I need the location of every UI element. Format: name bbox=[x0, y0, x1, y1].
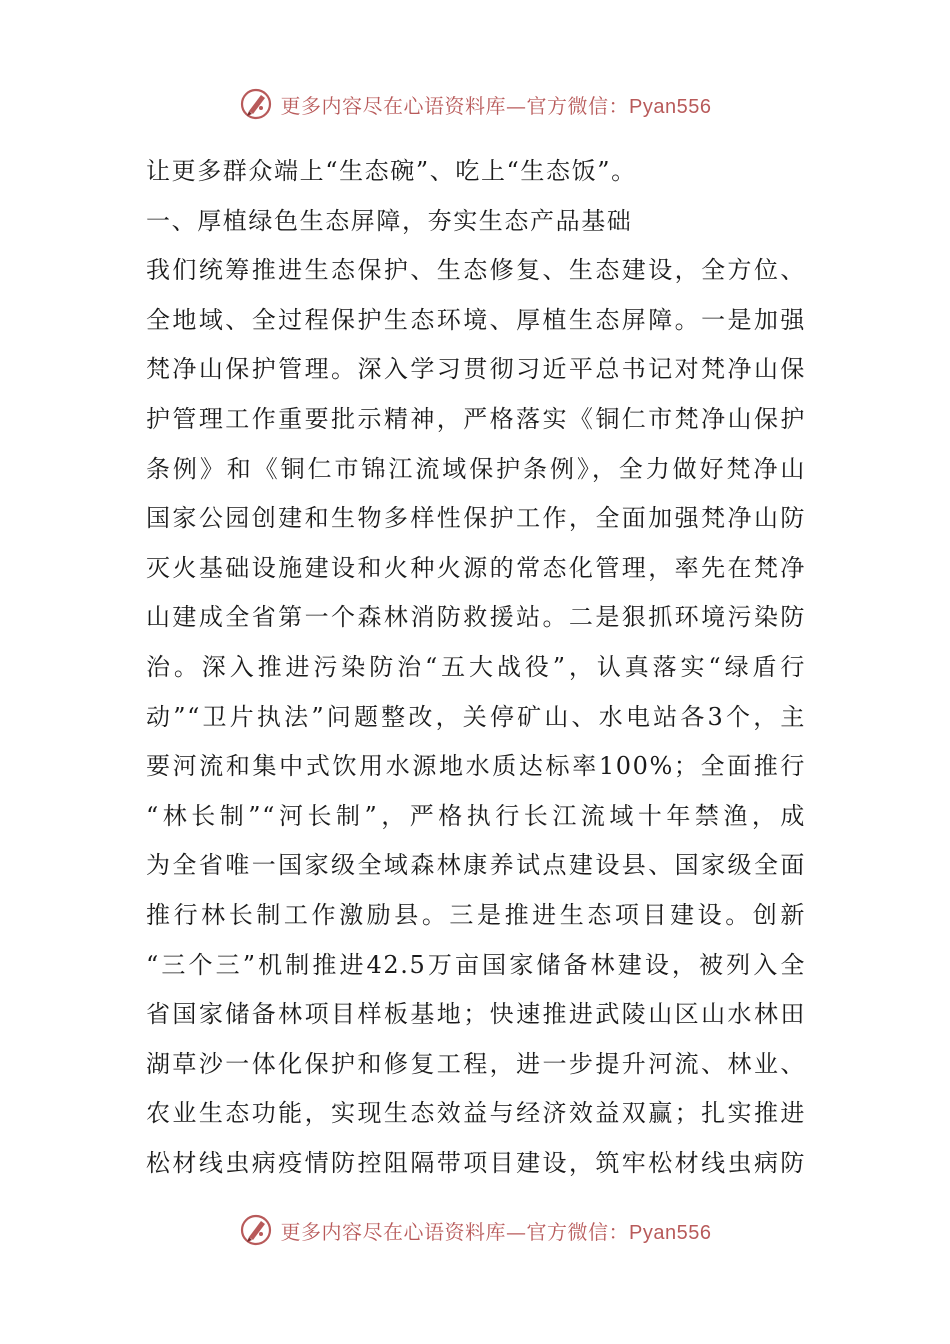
header-banner-text: 更多内容尽在心语资料库—官方微信：Pyan556 bbox=[280, 93, 712, 118]
body-line: 让更多群众端上“生态碗”、吃上“生态饭”。 bbox=[146, 157, 637, 185]
body-line: 湖草沙一体化保护和修复工程，进一步提升河流、林业、 bbox=[146, 1049, 806, 1078]
body-line: 推行林长制工作激励县。三是推进生态项目建设。创新 bbox=[146, 900, 806, 929]
footer-banner bbox=[0, 1208, 950, 1252]
body-line: 动”“卫片执法”问题整改，关停矿山、水电站各3个，主 bbox=[146, 702, 806, 731]
body-line: 护管理工作重要批示精神，严格落实《铜仁市梵净山保护 bbox=[146, 404, 806, 433]
pen-seal-logo-icon bbox=[239, 87, 273, 121]
header-banner bbox=[0, 82, 950, 126]
body-line: 条例》和《铜仁市锦江流域保护条例》，全力做好梵净山 bbox=[146, 454, 806, 483]
body-line: 国家公园创建和生物多样性保护工作，全面加强梵净山防 bbox=[146, 504, 806, 533]
body-line: “三个三”机制推进42.5万亩国家储备林建设，被列入全 bbox=[146, 950, 806, 979]
body-line: 全地域、全过程保护生态环境、厚植生态屏障。一是加强 bbox=[146, 305, 806, 334]
document-body bbox=[146, 147, 806, 1188]
body-line: 山建成全省第一个森林消防救援站。二是狠抓环境污染防 bbox=[146, 603, 806, 632]
body-line: 灭火基础设施建设和火种火源的常态化管理，率先在梵净 bbox=[146, 553, 806, 582]
body-line: “林长制”“河长制”，严格执行长江流域十年禁渔，成 bbox=[146, 801, 806, 830]
body-line: 要河流和集中式饮用水源地水质达标率100%；全面推行 bbox=[146, 752, 806, 781]
body-line: 省国家储备林项目样板基地；快速推进武陵山区山水林田 bbox=[146, 1000, 806, 1029]
section-heading: 一、厚植绿色生态屏障，夯实生态产品基础 bbox=[146, 206, 633, 235]
body-line: 松材线虫病疫情防控阻隔带项目建设，筑牢松材线虫病防 bbox=[146, 1148, 806, 1177]
body-line: 我们统筹推进生态保护、生态修复、生态建设，全方位、 bbox=[146, 256, 806, 285]
body-line: 农业生态功能，实现生态效益与经济效益双赢；扎实推进 bbox=[146, 1099, 806, 1128]
pen-seal-logo-icon bbox=[239, 1213, 273, 1247]
footer-banner-text: 更多内容尽在心语资料库—官方微信：Pyan556 bbox=[280, 1219, 712, 1244]
footer-wechat-id: Pyan556 bbox=[629, 1221, 712, 1244]
body-line: 梵净山保护管理。深入学习贯彻习近平总书记对梵净山保 bbox=[146, 355, 806, 384]
body-line: 为全省唯一国家级全域森林康养试点建设县、国家级全面 bbox=[146, 851, 806, 880]
body-line: 治。深入推进污染防治“五大战役”，认真落实“绿盾行 bbox=[146, 652, 806, 681]
header-wechat-id: Pyan556 bbox=[629, 95, 712, 118]
